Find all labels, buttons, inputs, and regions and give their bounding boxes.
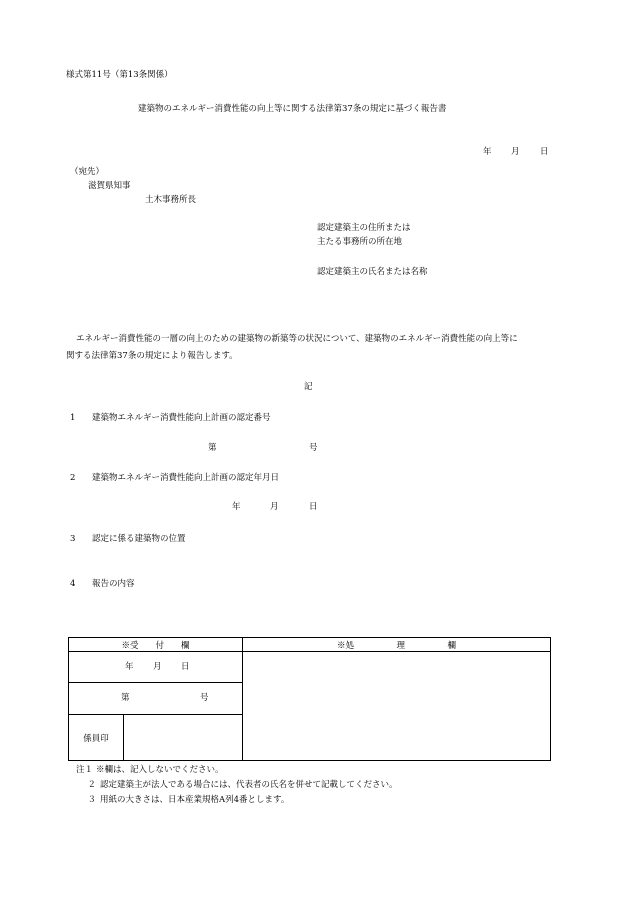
note-3: [76, 796, 398, 811]
applicant-address-label-2: 主たる事務所の所在地: [317, 237, 403, 247]
body-text-line-1: エネルギー消費性能の一層の向上のための建築物の新築等の状況について、建築物のエネルギー消費性能の向上等に: [76, 334, 518, 344]
note-2: [76, 781, 398, 796]
item-4: [70, 580, 135, 589]
item-label: 認定に係る建築物の位置: [92, 534, 186, 544]
processing-column-header: ※処 理 欄: [243, 638, 551, 652]
item-number: 3: [70, 534, 76, 544]
addressee-label: （宛先）: [70, 167, 105, 177]
item-number: 2: [70, 473, 76, 483]
applicant-address-label-1: 認定建築主の住所または: [317, 223, 411, 233]
item-3: [70, 535, 186, 544]
applicant-name-label: 認定建築主の氏名または名称: [317, 267, 428, 277]
item-label: 建築物エネルギー消費性能向上計画の認定年月日: [92, 473, 280, 483]
date-year: 年: [483, 147, 492, 157]
item-number: 4: [70, 579, 76, 589]
cert-date-month: 月: [270, 502, 279, 512]
staff-seal-row: [69, 715, 243, 761]
addressee-office-chief: 土木事務所長: [145, 195, 197, 205]
reception-number-cell: [69, 683, 243, 715]
reception-number-go: 号: [200, 693, 209, 703]
notes: [76, 766, 398, 811]
processing-cell: [243, 652, 551, 761]
date-month: 月: [511, 147, 520, 157]
staff-seal-label: 係員印: [69, 715, 124, 760]
reception-number-dai: 第: [121, 693, 130, 703]
reception-date-year: 年: [125, 662, 134, 672]
note-text: 認定建築主が法人である場合には、代表者の氏名を併せて記載してください。: [100, 780, 398, 790]
body-text-line-2: 関する法律第37条の規定により報告します。: [66, 351, 238, 361]
item-1: [70, 414, 271, 423]
reception-date-month: 月: [153, 662, 162, 672]
note-prefix: ３: [87, 795, 96, 805]
cert-date-day: 日: [309, 502, 318, 512]
reception-date-cell: [69, 652, 243, 683]
staff-seal-box: [124, 715, 242, 760]
item-2: [70, 474, 279, 483]
document-title: 建築物のエネルギー消費性能の向上等に関する法律第37条の規定に基づく報告書: [138, 104, 447, 114]
note-1: [76, 766, 398, 781]
note-prefix: 注１: [76, 765, 94, 775]
cert-number-go: 号: [309, 443, 318, 453]
note-prefix: ２: [87, 780, 96, 790]
item-label: 建築物エネルギー消費性能向上計画の認定番号: [92, 413, 271, 423]
item-number: 1: [70, 413, 76, 423]
cert-date-year: 年: [232, 502, 241, 512]
reception-date-day: 日: [181, 662, 190, 672]
date-day: 日: [540, 147, 549, 157]
ki-heading: 記: [304, 382, 313, 392]
form-number: 様式第11号（第13条関係）: [66, 70, 173, 80]
cert-number-dai: 第: [208, 443, 217, 453]
item-label: 報告の内容: [92, 579, 135, 589]
reception-table: [68, 637, 551, 761]
addressee-governor: 滋賀県知事: [88, 181, 131, 191]
reception-column-header: ※受 付 欄: [69, 638, 243, 652]
note-text: 用紙の大きさは、日本産業規格A列4番とします。: [100, 795, 290, 805]
note-text: ※欄は、記入しないでください。: [96, 765, 224, 775]
